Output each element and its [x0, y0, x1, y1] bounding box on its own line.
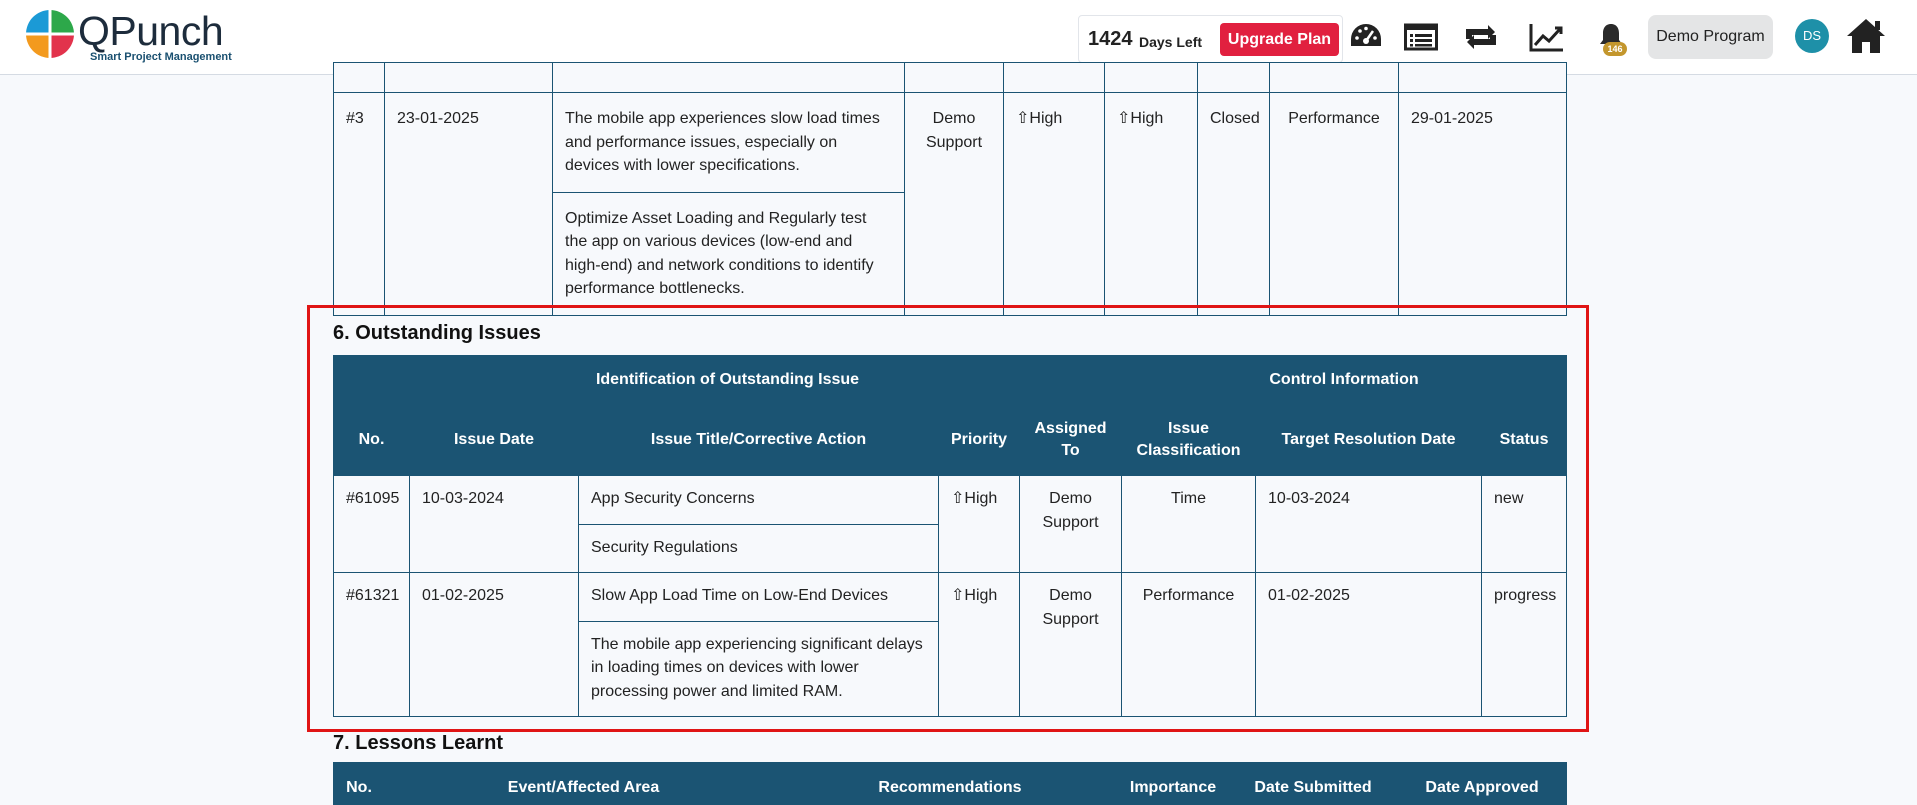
issue-status: new — [1482, 476, 1567, 573]
column-header-date-approved: Date Approved — [1398, 763, 1567, 805]
issue-classification: Performance — [1122, 573, 1256, 717]
row-action: Optimize Asset Loading and Regularly test the app on various devices (low-end and high-end) and network conditions to identify performance bottlenecks. — [553, 192, 905, 315]
brand-name: QPunch — [78, 8, 224, 54]
row-category: Performance — [1270, 93, 1399, 316]
column-header-target-date: Target Resolution Date — [1256, 404, 1482, 476]
column-header-status: Status — [1482, 404, 1567, 476]
issue-title: App Security Concerns — [579, 476, 939, 525]
row-status: Closed — [1198, 93, 1270, 316]
column-header-event: Event/Affected Area — [385, 763, 783, 805]
issue-classification: Time — [1122, 476, 1256, 573]
row-date: 23-01-2025 — [385, 93, 553, 316]
issue-date: 01-02-2025 — [410, 573, 579, 717]
table-row — [334, 93, 1567, 193]
list-icon[interactable] — [1401, 18, 1441, 56]
row-description: The mobile app experiences slow load times and performance issues, especially on devices with lower specifications. — [553, 93, 905, 193]
issue-target-date: 01-02-2025 — [1256, 573, 1482, 717]
issue-assigned-to: Demo Support — [1020, 573, 1122, 717]
column-header-classification: Issue Classification — [1122, 404, 1256, 476]
issue-priority: ⇧High — [939, 573, 1020, 717]
column-header-no: No. — [334, 404, 410, 476]
issue-status: progress — [1482, 573, 1567, 717]
sync-icon[interactable] — [1461, 18, 1501, 56]
outstanding-issues-table — [333, 355, 1567, 717]
issue-title: Slow App Load Time on Low-End Devices — [579, 573, 939, 622]
issue-assigned-to: Demo Support — [1020, 476, 1122, 573]
subscription-box — [1078, 15, 1343, 63]
column-header-recommendations: Recommendations — [783, 763, 1118, 805]
days-left-count: 1424 — [1088, 28, 1133, 50]
issue-target-date: 10-03-2024 — [1256, 476, 1482, 573]
row-closed-date: 29-01-2025 — [1399, 93, 1567, 316]
qpunch-logo[interactable] — [25, 9, 75, 59]
row-impact: ⇧High — [1004, 93, 1105, 316]
column-header-no: No. — [334, 763, 385, 805]
column-header-issue-date: Issue Date — [410, 404, 579, 476]
row-probability: ⇧High — [1105, 93, 1198, 316]
table-row-spill — [334, 63, 1567, 93]
table-row — [334, 573, 1567, 622]
table-row — [334, 476, 1567, 525]
notification-badge: 146 — [1603, 42, 1627, 56]
days-left-label: Days Left — [1139, 34, 1203, 50]
column-header-date-submitted: Date Submitted — [1229, 763, 1398, 805]
row-number: #3 — [334, 93, 385, 316]
avatar[interactable]: DS — [1795, 19, 1829, 53]
issue-priority: ⇧High — [939, 476, 1020, 573]
column-header-assigned-to: Assigned To — [1020, 404, 1122, 476]
column-header-importance: Importance — [1118, 763, 1229, 805]
upgrade-plan-button[interactable]: Upgrade Plan — [1220, 23, 1339, 56]
issue-number: #61321 — [334, 573, 410, 717]
issue-action: The mobile app experiencing significant delays in loading times on devices with lower processing power and limited RAM. — [579, 621, 939, 717]
issue-date: 10-03-2024 — [410, 476, 579, 573]
home-icon[interactable] — [1844, 15, 1888, 57]
section-title-lessons-learnt: 7. Lessons Learnt — [333, 732, 504, 754]
program-selector-button[interactable]: Demo Program — [1648, 15, 1773, 59]
chart-line-icon[interactable] — [1527, 18, 1567, 56]
row-raised-by: Demo Support — [905, 93, 1004, 316]
issue-action: Security Regulations — [579, 524, 939, 573]
column-header-priority: Priority — [939, 404, 1020, 476]
previous-section-table — [333, 62, 1567, 316]
dashboard-icon[interactable] — [1346, 18, 1386, 56]
lessons-learnt-table — [333, 762, 1567, 805]
group-header-identification: Identification of Outstanding Issue — [334, 356, 1122, 404]
group-header-control: Control Information — [1122, 356, 1567, 404]
column-header-title-action: Issue Title/Corrective Action — [579, 404, 939, 476]
issue-number: #61095 — [334, 476, 410, 573]
section-title-outstanding-issues: 6. Outstanding Issues — [333, 322, 541, 344]
brand-tagline: Smart Project Management — [90, 51, 232, 63]
